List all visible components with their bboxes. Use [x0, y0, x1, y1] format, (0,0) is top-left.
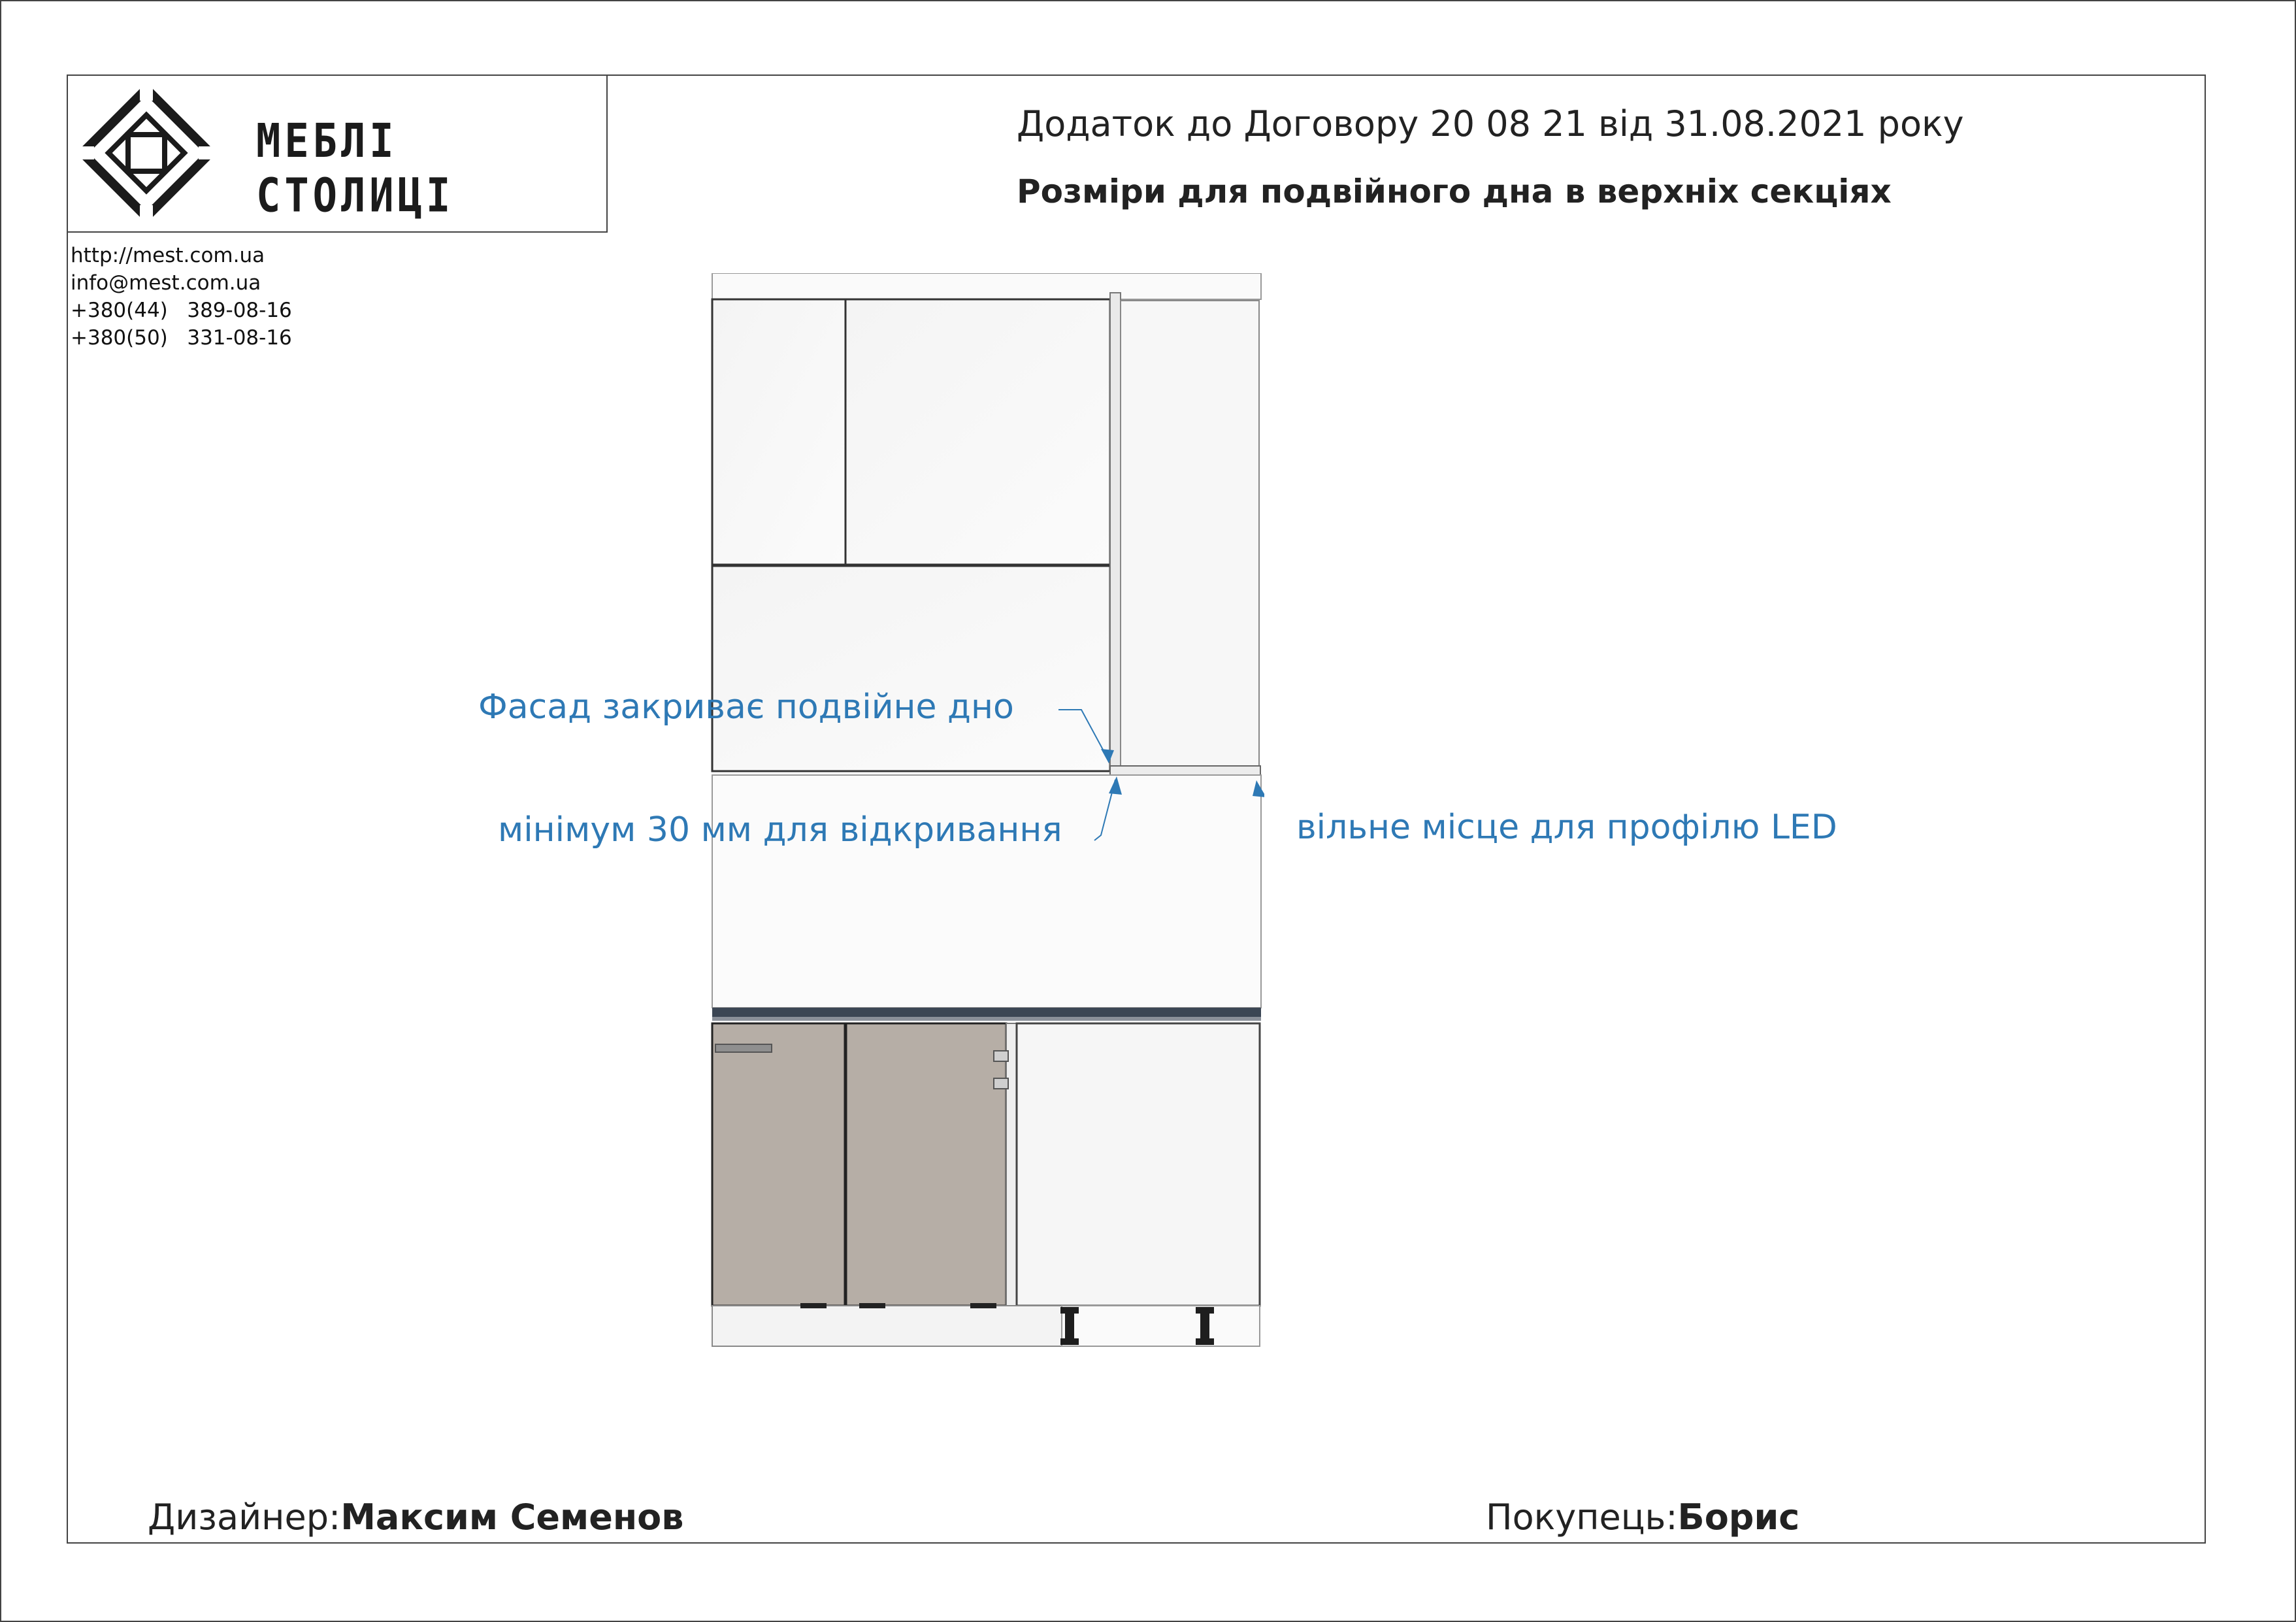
document-subtitle: Розміри для подвійного дна в верхніх секціях — [1017, 173, 1892, 210]
phone-1: +380(44) 389-08-16 — [71, 299, 292, 322]
document-title: Додаток до Договору 20 08 21 від 31.08.2021 року — [1017, 103, 1964, 144]
top-panel — [712, 273, 1261, 299]
double-bottom — [1110, 766, 1260, 775]
designer-credit — [148, 1497, 683, 1538]
base-facade-2 — [846, 1023, 1006, 1306]
diamond-logo-icon — [74, 81, 218, 225]
buyer-credit — [1486, 1497, 1799, 1538]
led-annotation: вільне місце для профілю LED — [1296, 808, 1837, 847]
column-cabinet-side — [1110, 293, 1121, 772]
plinth-white-cabinet — [1062, 1306, 1260, 1346]
upper-facade-left — [712, 299, 845, 565]
designer-label: Дизайнер: — [148, 1497, 341, 1538]
countertop-edge — [712, 1017, 1261, 1021]
hinge-top — [994, 1051, 1008, 1061]
upper-facade-middle — [845, 299, 1110, 565]
side-panel — [1006, 1023, 1017, 1306]
countertop — [712, 1008, 1261, 1017]
buyer-name: Борис — [1677, 1497, 1800, 1538]
bar-handle-icon[interactable] — [715, 1044, 772, 1052]
base-facade-1 — [712, 1023, 845, 1306]
website-link[interactable]: http://mest.com.ua — [71, 244, 265, 267]
lower-wall-facade — [712, 566, 1110, 771]
email-link[interactable]: info@mest.com.ua — [71, 271, 261, 295]
phone-2: +380(50) 331-08-16 — [71, 326, 292, 350]
logo-block — [67, 74, 608, 233]
plinth — [712, 1306, 1062, 1346]
base-facade-white — [1017, 1023, 1260, 1306]
hinge-bottom — [994, 1078, 1008, 1089]
facade-annotation: Фасад закриває подвійне дно — [478, 687, 1014, 727]
designer-name: Максим Семенов — [340, 1497, 684, 1538]
contacts — [71, 242, 292, 352]
gap-annotation: мінімум 30 мм для відкривання — [498, 810, 1062, 850]
buyer-label: Покупець: — [1486, 1497, 1678, 1538]
brand-name: МЕБЛІ СТОЛИЦІ — [256, 113, 455, 223]
column-cabinet-facade — [1121, 301, 1259, 766]
